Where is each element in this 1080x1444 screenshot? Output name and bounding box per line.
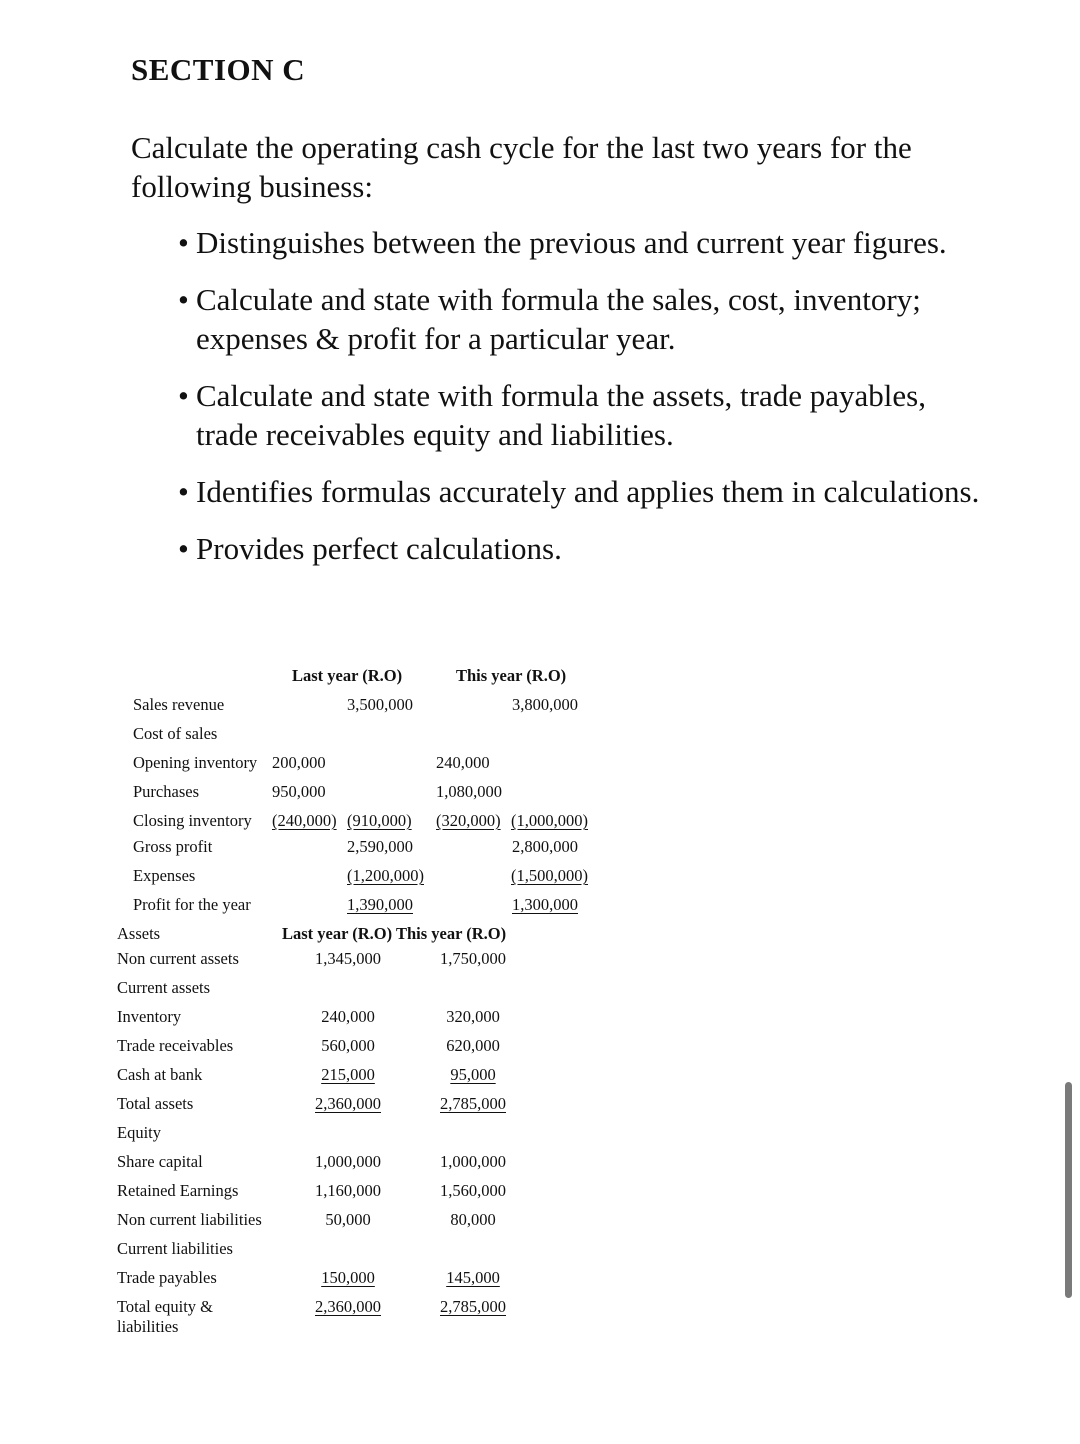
value-ty: (1,000,000) — [511, 811, 588, 830]
row-label: Inventory — [117, 1007, 182, 1026]
criteria-text: Distinguishes between the previous and current year figures. — [196, 225, 947, 260]
value-this-year: 80,000 — [450, 1210, 496, 1229]
value-this-year: 2,785,000 — [440, 1094, 506, 1113]
row-label: Non current assets — [117, 949, 239, 968]
value-last-year: 1,160,000 — [315, 1181, 381, 1200]
row-label: Closing inventory — [133, 811, 252, 830]
value-this-year: 2,785,000 — [440, 1297, 506, 1316]
row-label: Cash at bank — [117, 1065, 203, 1084]
criteria-text: Calculate and state with formula the assets, trade payables, trade receivables equity and liabilities. — [196, 378, 926, 452]
value-ty-inner: 1,080,000 — [436, 782, 502, 801]
value-this-year: 620,000 — [446, 1036, 500, 1055]
value-ly-inner: 950,000 — [272, 782, 326, 801]
value-this-year: 1,000,000 — [440, 1152, 506, 1171]
value-last-year: 150,000 — [321, 1268, 375, 1287]
row-label: Retained Earnings — [117, 1181, 239, 1200]
column-header-this-year: This year (R.O) — [456, 666, 567, 685]
value-this-year: 95,000 — [450, 1065, 496, 1084]
assets-heading: Assets — [117, 924, 161, 943]
row-label: Current assets — [117, 978, 211, 997]
row-label: Trade receivables — [117, 1036, 234, 1055]
criteria-text: Identifies formulas accurately and applies them in calculations. — [196, 474, 980, 509]
value-last-year: 2,360,000 — [315, 1297, 381, 1316]
scrollbar[interactable] — [1065, 1082, 1072, 1298]
row-label: Profit for the year — [133, 895, 251, 914]
value-ly: (910,000) — [347, 811, 412, 830]
value-ty: 2,800,000 — [512, 837, 578, 856]
value-last-year: 1,345,000 — [315, 949, 381, 968]
value-ly-inner: (240,000) — [272, 811, 337, 830]
criteria-text: Provides perfect calculations. — [196, 531, 562, 566]
value-ly: 3,500,000 — [347, 695, 413, 714]
value-last-year: 2,360,000 — [315, 1094, 381, 1113]
value-last-year: 240,000 — [321, 1007, 375, 1026]
bullet-icon: • — [178, 282, 189, 317]
value-ty: 3,800,000 — [512, 695, 578, 714]
column-header-last-year: Last year (R.O) — [292, 666, 403, 685]
value-last-year: 1,000,000 — [315, 1152, 381, 1171]
bullet-icon: • — [178, 531, 189, 566]
criteria-item — [160, 529, 980, 568]
value-ty-inner: (320,000) — [436, 811, 501, 830]
row-label: Total equity & liabilities — [117, 1297, 213, 1336]
value-ty: 1,300,000 — [512, 895, 578, 914]
value-ly: 1,390,000 — [347, 895, 413, 914]
row-label: Sales revenue — [133, 695, 225, 714]
criteria-list — [160, 223, 980, 586]
column-headers: Last year (R.O) This year (R.O) — [282, 924, 507, 943]
value-ly: 2,590,000 — [347, 837, 413, 856]
bullet-icon: • — [178, 474, 189, 509]
row-label: Purchases — [133, 782, 199, 801]
row-label: Gross profit — [133, 837, 213, 856]
row-label: Cost of sales — [133, 724, 218, 743]
row-label: Total assets — [117, 1094, 194, 1113]
criteria-text: Calculate and state with formula the sales, cost, inventory; expenses & profit for a particular year. — [196, 282, 921, 356]
row-label: Trade payables — [117, 1268, 217, 1287]
value-this-year: 320,000 — [446, 1007, 500, 1026]
value-this-year: 1,560,000 — [440, 1181, 506, 1200]
row-label: Share capital — [117, 1152, 203, 1171]
row-label: Expenses — [133, 866, 196, 885]
value-ty-inner: 240,000 — [436, 753, 490, 772]
section-title: SECTION C — [131, 52, 306, 87]
value-ly-inner: 200,000 — [272, 753, 326, 772]
value-ly: (1,200,000) — [347, 866, 424, 885]
value-last-year: 560,000 — [321, 1036, 375, 1055]
question-intro: Calculate the operating cash cycle for the last two years for the following business: — [131, 130, 912, 204]
criteria-item — [160, 472, 980, 511]
value-this-year: 1,750,000 — [440, 949, 506, 968]
row-label: Non current liabilities — [117, 1210, 262, 1229]
value-last-year: 50,000 — [325, 1210, 371, 1229]
bullet-icon: • — [178, 225, 189, 260]
value-last-year: 215,000 — [321, 1065, 375, 1084]
value-ty: (1,500,000) — [511, 866, 588, 885]
row-label: Current liabilities — [117, 1239, 233, 1258]
row-label: Opening inventory — [133, 753, 258, 772]
row-label: Equity — [117, 1123, 161, 1142]
bullet-icon: • — [178, 378, 189, 413]
criteria-item — [160, 280, 980, 358]
criteria-item — [160, 223, 980, 262]
criteria-item — [160, 376, 980, 454]
value-this-year: 145,000 — [446, 1268, 500, 1287]
